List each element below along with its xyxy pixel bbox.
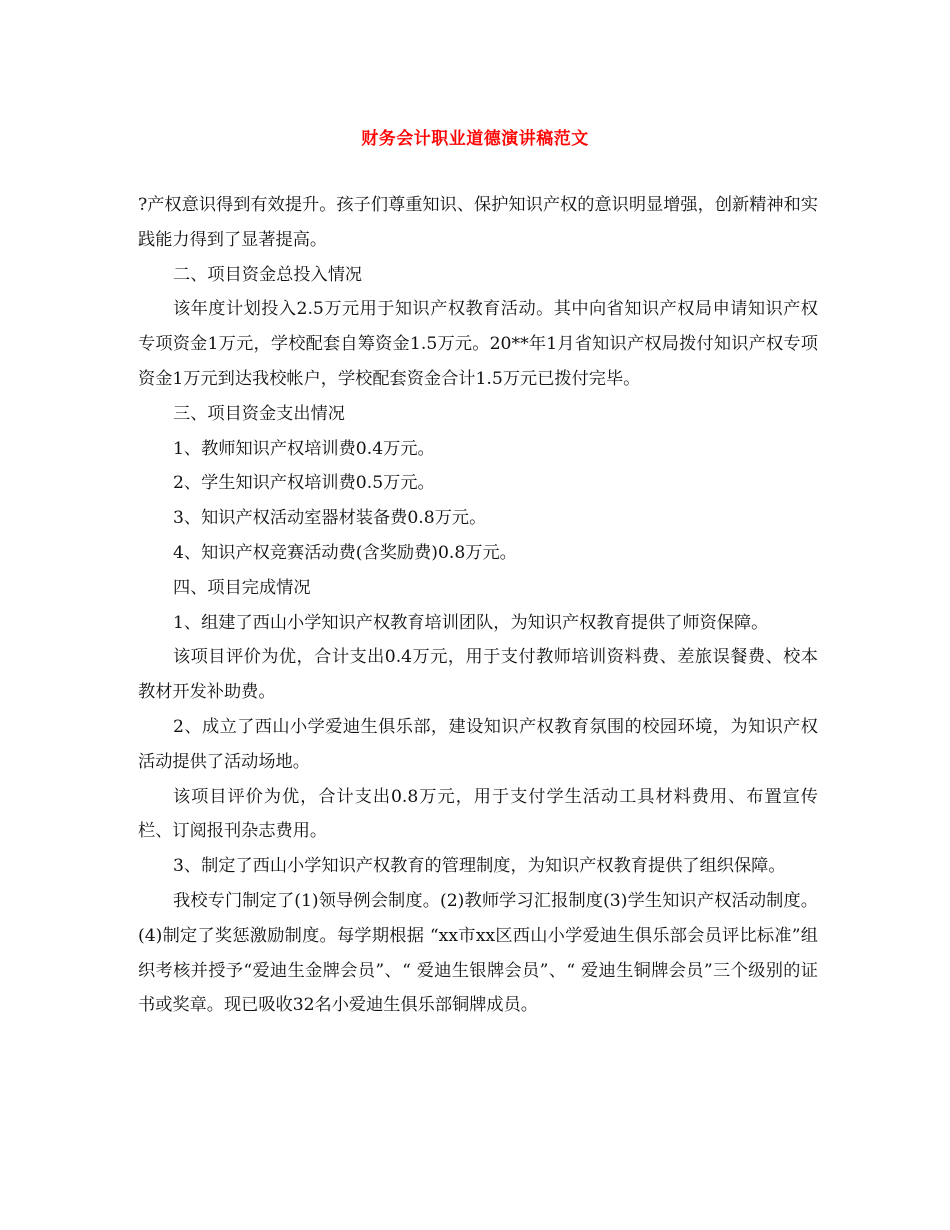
document-title: 财务会计职业道德演讲稿范文 xyxy=(361,129,589,149)
list-item: 4、知识产权竞赛活动费(含奖励费)0.8万元。 xyxy=(173,542,517,563)
paragraph: 该项目评价为优，合计支出0.4万元，用于支付教师培训资料费、差旅误餐费、校本教材开发补助费。 xyxy=(138,647,818,703)
paragraph: 该年度计划投入2.5万元用于知识产权教育活动。其中向省知识产权局申请知识产权专项资金1万元，学校配套自筹资金1.5万元。20**年1月省知识产权局拨付知识产权专项资金1万元到达我校帐户，学校配套资金合计1.5万元已拨付完毕。 xyxy=(138,299,818,389)
paragraph: 该项目评价为优，合计支出0.8万元，用于支付学生活动工具材料费用、布置宣传栏、订阅报刊杂志费用。 xyxy=(138,786,818,842)
list-item: 1、教师知识产权培训费0.4万元。 xyxy=(173,438,435,459)
section-heading: 四、项目完成情况 xyxy=(173,577,311,598)
section-heading: 三、项目资金支出情况 xyxy=(173,403,345,424)
document-body xyxy=(138,188,818,1023)
paragraph: 我校专门制定了(1)领导例会制度。(2)教师学习汇报制度(3)学生知识产权活动制度。(4)制定了奖惩激励制度。每学期根据 “xx市xx区西山小学爱迪生俱乐部会员评比标准”组织考核并授予“爱迪生金牌会员”、“ 爱迪生银牌会员”、“ 爱迪生铜牌会员”三个级别的证书或奖章。现已吸收32名小爱迪生俱乐部铜牌成员。 xyxy=(138,890,818,1016)
list-item: 3、制定了西山小学知识产权教育的管理制度，为知识产权教育提供了组织保障。 xyxy=(173,856,786,877)
list-item: 2、学生知识产权培训费0.5万元。 xyxy=(173,473,435,494)
section-heading: 二、项目资金总投入情况 xyxy=(173,264,363,285)
list-item: 2、成立了西山小学爱迪生俱乐部，建设知识产权教育氛围的校园环境，为知识产权活动提供了活动场地。 xyxy=(138,716,818,772)
list-item: 1、组建了西山小学知识产权教育培训团队，为知识产权教育提供了师资保障。 xyxy=(173,612,769,633)
list-item: 3、知识产权活动室器材装备费0.8万元。 xyxy=(173,508,487,529)
paragraph: ?产权意识得到有效提升。孩子们尊重知识、保护知识产权的意识明显增强，创新精神和实践能力得到了显著提高。 xyxy=(138,195,818,250)
